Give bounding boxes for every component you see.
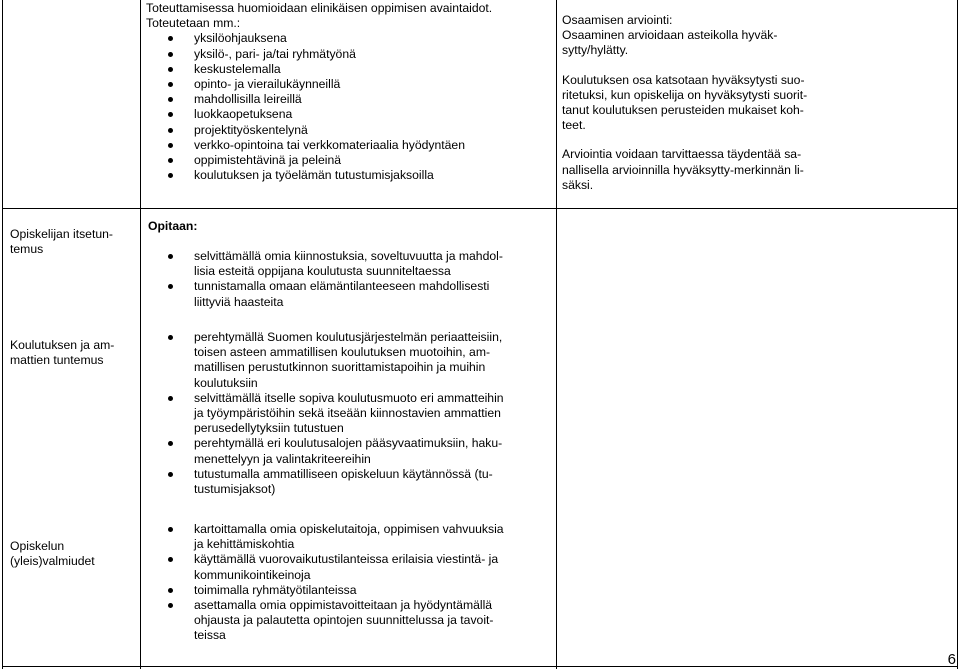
section1-content [146,249,551,310]
assessment-text: nallisella arvioinnilla hyväksytty-merkinnän li- [562,162,804,177]
list-item: opinto- ja vierailukäynneillä [146,77,551,92]
list-item: perehtymällä eri koulutusalojen pääsyvaatimuksiin, haku- menettelyyn ja valintakriteereihin [146,436,551,466]
list-item: yksilöohjauksena [146,31,551,46]
list-item: luokkaopetuksena [146,107,551,122]
list-item: mahdollisilla leireillä [146,92,551,107]
assessment-text: tanut koulutuksen perusteiden mukaiset koh- [562,103,804,118]
section3-content [146,522,551,644]
assessment-text: säksi. [562,177,594,192]
table-col-divider-2 [556,0,557,669]
list-item: selvittämällä itselle sopiva koulutusmuoto eri ammatteihin ja työympäristöihin sekä itseään kiinnostavien ammattien perusedellytyksiin tutustuen [146,391,551,437]
assessment-text: ritetuksi, kun opiskelija on hyväksytysti suorit- [562,87,808,102]
list-item: perehtymällä Suomen koulutusjärjestelmän periaatteisiin, toisen asteen ammatillisen koulutuksen muotoihin, am- matillisen perustutkinnon suorittamistapoihin ja muihin koulutuksiin [146,330,551,391]
section-label: Opiskelijan itsetun- temus [10,227,113,257]
section-label: Koulutuksen ja am- mattien tuntemus [10,338,115,368]
list-item: tutustumalla ammatilliseen opiskeluun käytännössä (tu- tustumisjaksot) [146,467,551,497]
list-item: tunnistamalla omaan elämäntilanteeseen mahdollisesti liittyviä haasteita [146,279,551,309]
list-item: kartoittamalla omia opiskelutaitoja, oppimisen vahvuuksia ja kehittämiskohtia [146,522,551,552]
section2-list [146,330,551,497]
list-item: verkko-opintoina tai verkkomateriaalia hyödyntäen [146,138,551,153]
assessment-text: Koulutuksen osa katsotaan hyväksytysti suo- [562,72,805,87]
assessment-cell [562,13,954,193]
assessment-heading: Osaamisen arviointi: [562,13,673,27]
table-bottom-border [2,666,958,667]
assessment-text: teet. [562,118,586,133]
assessment-text: Osaaminen arvioidaan asteikolla hyväk- [562,28,778,43]
methods-cell [146,1,551,183]
page-number: 6 [947,651,956,668]
table-col-divider-1 [140,0,141,669]
list-item: selvittämällä omia kiinnostuksia, soveltuvuutta ja mahdol- lisia esteitä oppijana koulutusta suunniteltaessa [146,249,551,279]
assessment-text: sytty/hylätty. [562,43,629,58]
list-item: toimimalla ryhmätyötilanteissa [146,583,551,598]
intro-line: Toteuttamisessa huomioidaan elinikäisen oppimisen avaintaidot. [146,1,493,15]
table-right-border [957,0,958,669]
table-left-border [2,0,3,669]
section2-content [146,330,551,497]
section-heading: Opitaan: [148,219,198,233]
section-label: Opiskelun (yleis)valmiudet [10,539,95,569]
list-item: projektityöskentelynä [146,123,551,138]
assessment-text: Arviointia voidaan tarvittaessa täydentää sa- [562,147,802,162]
section3-list [146,522,551,644]
list-item: käyttämällä vuorovaikutustilanteissa erilaisia viestintä- ja kommunikointikeinoja [146,552,551,582]
list-item: asettamalla omia oppimistavoitteitaan ja hyödyntämällä ohjausta ja palautetta opintojen suunnittelussa ja tavoit- teissa [146,598,551,644]
intro-line: Toteutetaan mm.: [146,16,241,31]
table-row-divider [2,208,958,209]
list-item: koulutuksen ja työelämän tutustumisjaksoilla [146,168,551,183]
list-item: yksilö-, pari- ja/tai ryhmätyönä [146,47,551,62]
section1-list [146,249,551,310]
list-item: keskustelemalla [146,62,551,77]
methods-list [146,31,551,183]
list-item: oppimistehtävinä ja peleinä [146,153,551,168]
